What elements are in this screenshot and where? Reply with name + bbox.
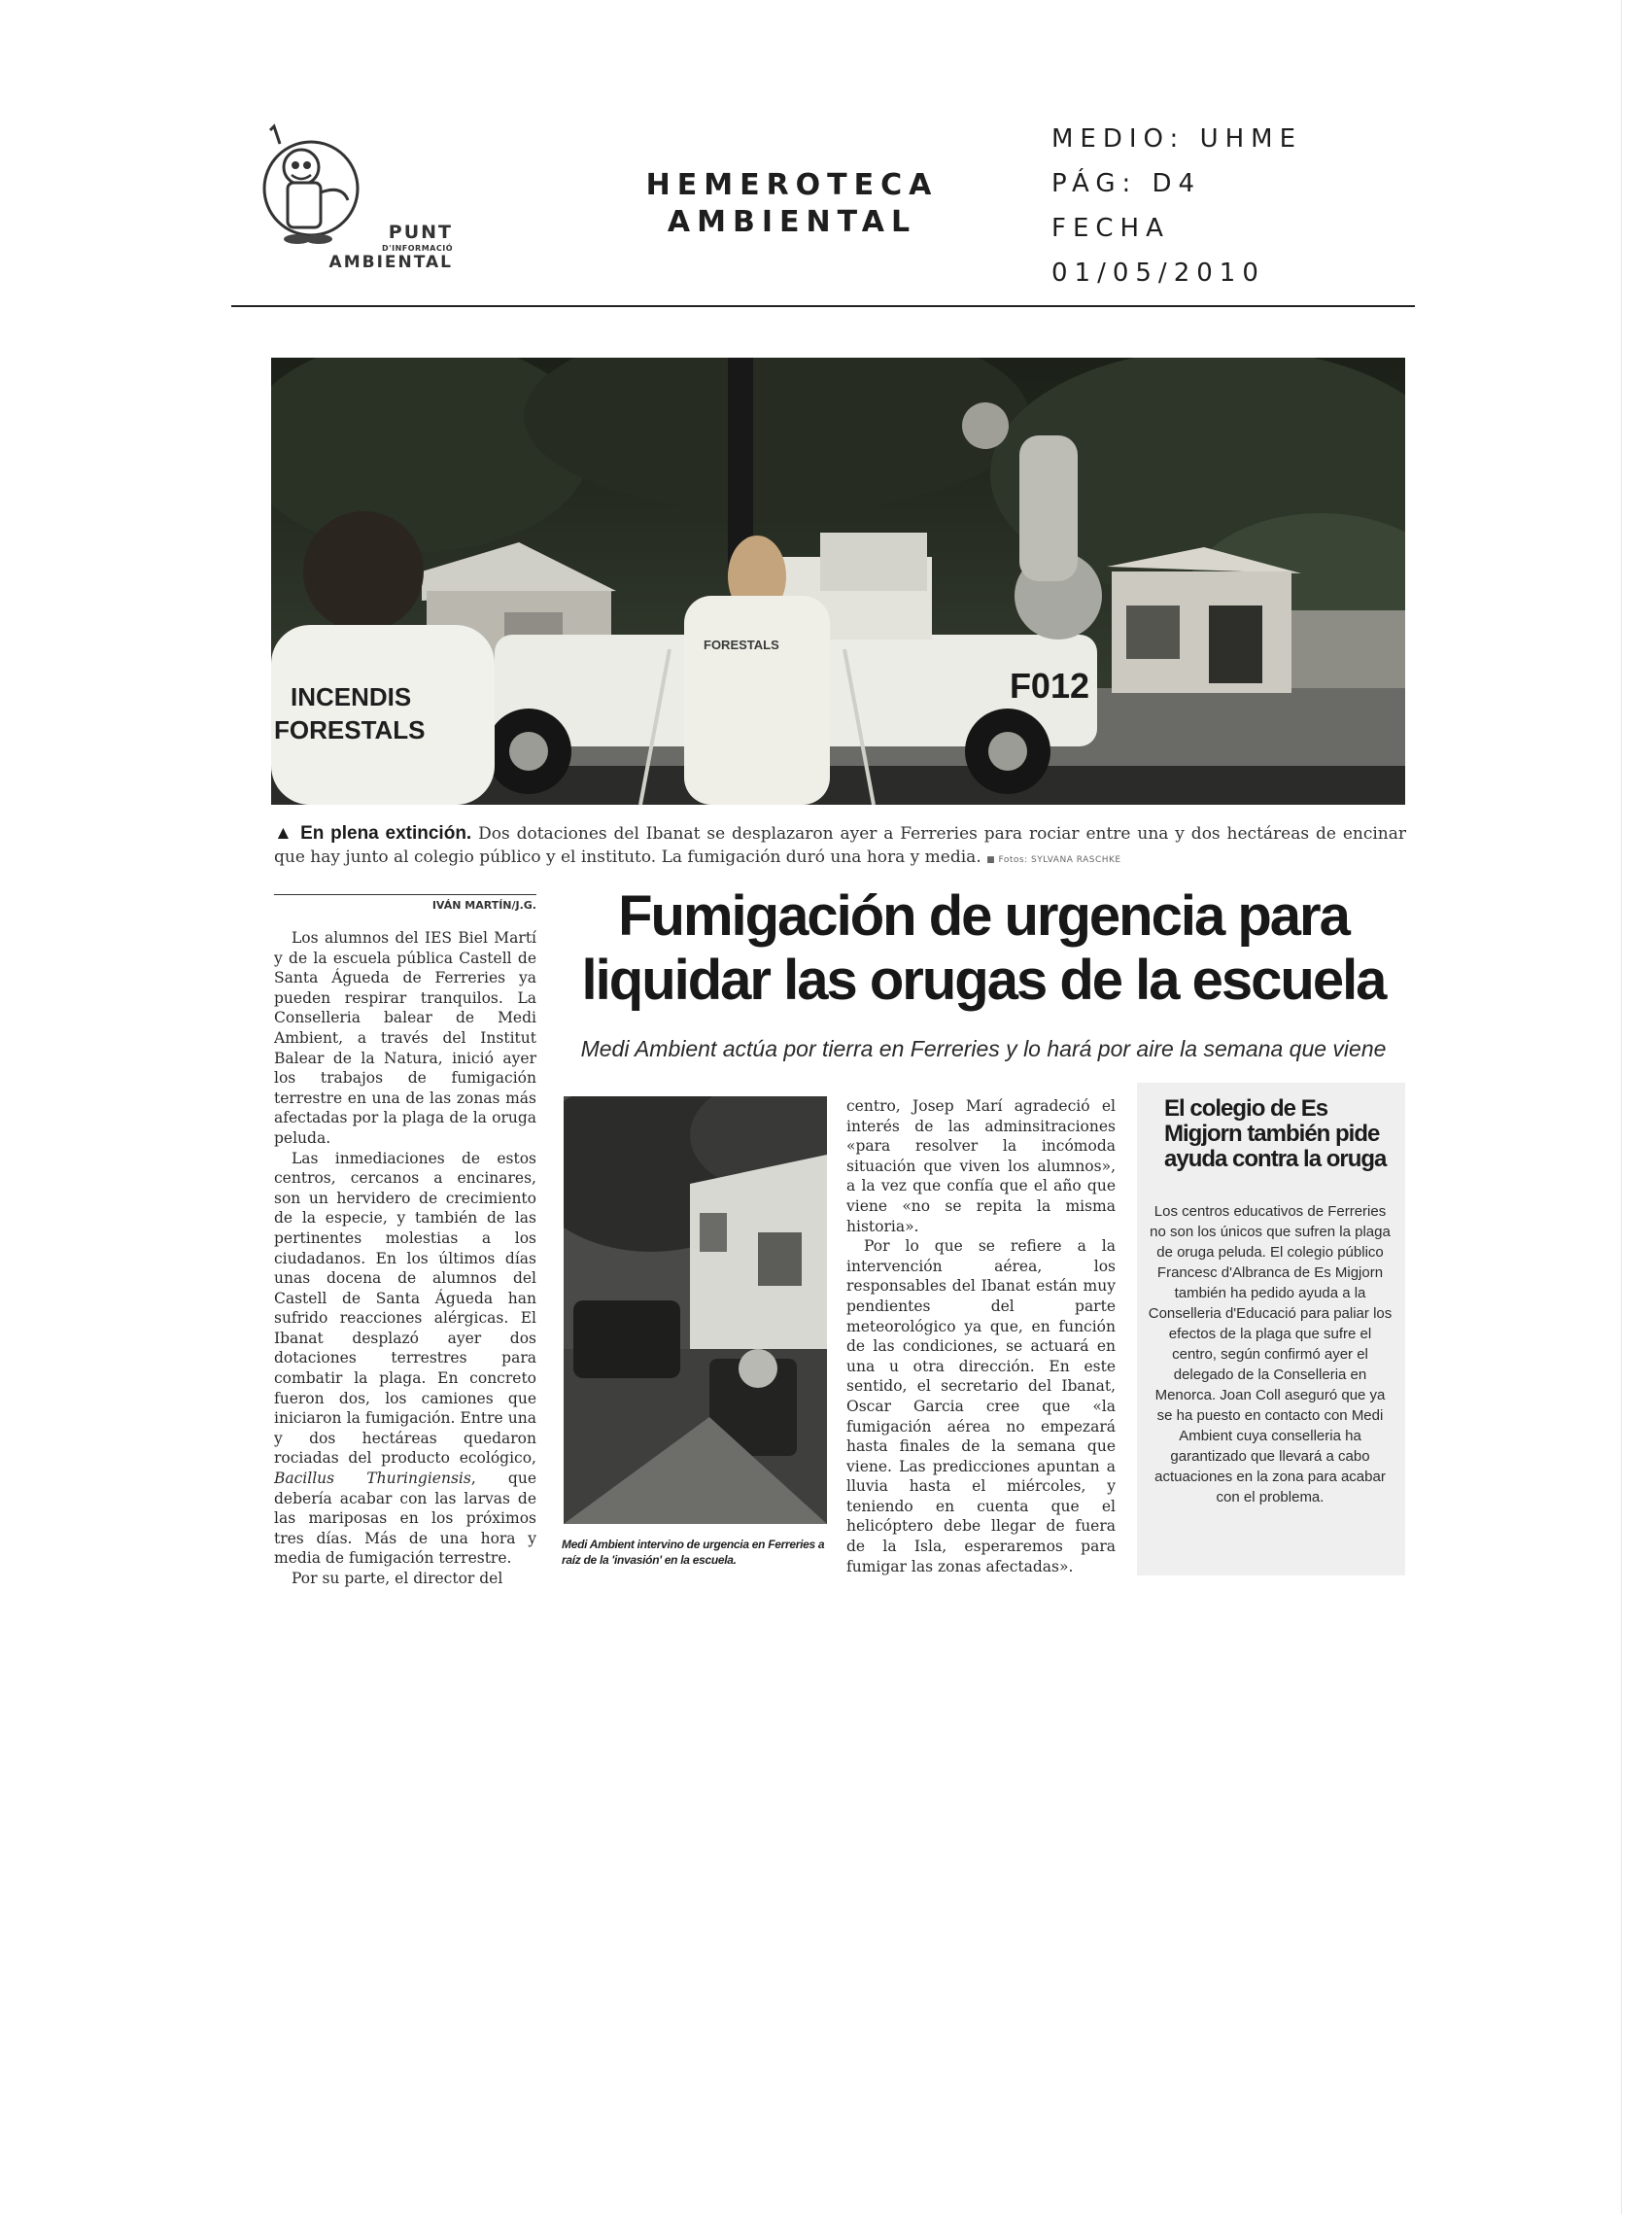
sidebar-body [1148,1201,1393,1507]
caption-lead: ▲ En plena extinción. [274,823,472,844]
column-1-paragraph-3: Por su parte, el director del [292,1570,503,1587]
fecha-label: FECHA [1051,214,1170,243]
school-building-photo [564,1096,827,1524]
school-photo [564,1096,827,1524]
truck-code: F012 [1009,666,1089,706]
column-3-paragraph-1: centro, Josep Marí agradeció el interés de las adminsitraciones «para resolver la incómoda situación que viven los alumnos», a la vez que confía que el año que viene «no se repita la misma historia». [846,1097,1116,1235]
school-photo-caption: Medi Ambient intervino de urgencia en Ferreries a raíz de la 'invasión' en la escuela. [562,1538,825,1567]
byline: IVÁN MARTÍN/J.G. [274,894,536,912]
scientific-name: Bacillus Thuringiensis [274,1470,471,1488]
column-1-paragraph-1: Los alumnos del IES Biel Martí y de la escuela pública Castell de Santa Águeda de Ferreries ya pueden respirar tranquilos. La Conselleria balear de Medi Ambient, a través del Institut Balear de la Natura, inició ayer los trabajos de fumigación terrestre en una de las zonas más afectadas por la plaga de la oruga peluda. [274,929,536,1147]
column-1-paragraph-2-start: Las inmediaciones de estos centros, cercanos a encinares, son un hervidero de crecimiento de la especie, y también de las pertinentes molestias a los ciudadanos. En los últimos días unas docena de alumnos del Castell de Santa Águeda han sufrido reacciones alérgicas. El Ibanat desplazó ayer dos dotaciones terrestres para combatir la plaga. En concreto fueron dos, los camiones que iniciaron la fumigación. Entre una y dos hectáreas quedaron rociadas del producto ecológico, [274,1149,536,1468]
photo-caption [274,822,1406,872]
shirt-text-line-2: FORESTALS [274,715,426,744]
fecha-value: 01/05/2010 [1051,259,1265,288]
headline-line-2: liquidar las orugas de la escuela [581,949,1386,1012]
logo-line-2: D'INFORMACIÓ [382,244,453,253]
scan-edge [1621,0,1622,2214]
column-1-paragraph-2-end: , que debería acabar con las larvas de las mariposas en los próximos tres días. Más de una hora y media de fumigación terrestre. [274,1470,537,1568]
logo-line-3: AMBIENTAL [328,253,453,272]
medio-field: MEDIO: UHME [1051,124,1303,154]
hemeroteca-title-line-2: AMBIENTAL [667,205,917,239]
headline-line-1: Fumigación de urgencia para [618,884,1349,948]
column-1-paragraph-2 [274,1149,536,1569]
sidebar-paragraph: Los centros educativos de Ferreries no son los únicos que sufren la plaga de oruga peluda. El colegio público Francesc d'Albranca de Es Migjorn también ha pedido ayuda a la Conselleria d'Educació para paliar los efectos de la plaga que sufre el centro, según confirmó ayer el delegado de la Conselleria en Menorca. Joan Coll aseguró que ya se ha puesto en contacto con Medi Ambient cuya conselleria ha garantizado que llevará a cabo actuaciones en la zona para acabar con el problema. [1148,1203,1393,1505]
column-3-paragraph-2: Por lo que se refiere a la intervención aérea, los responsables del Ibanat están muy pendientes del parte meteorológico ya que, en función de las condiciones, se actuará en una u otra dirección. En este sentido, el secretario del Ibanat, Oscar Garcia cree que «la fumigación aérea no empezará hasta finales de la semana que viene. Las predicciones apuntan a lluvia hasta el miércoles, y teniendo en cuenta que el helicóptero debe llegar de fuera de la Isla, esperaremos para fumigar las zonas afectadas». [846,1237,1116,1575]
pag-field: PÁG: D4 [1051,169,1202,198]
svg-text:FORESTALS: FORESTALS [704,638,779,652]
main-photo [271,358,1405,805]
hemeroteca-title [612,167,972,241]
sidebar-title: El colegio de Es Migjorn también pide ayuda contra la oruga [1164,1095,1387,1172]
caption-text: Dos dotaciones del Ibanat se desplazaron ayer a Ferreries para rociar entre una y dos hectáreas de encinar que hay junto al colegio público y el instituto. La fumigación duró una hora y media. [274,824,1407,867]
shirt-text-line-1: INCENDIS [291,682,412,711]
hemeroteca-title-line-1: HEMEROTECA [645,168,939,202]
photo-credit: ■ Fotos: SYLVANA RASCHKE [986,855,1121,865]
logo-line-1: PUNT [388,222,453,243]
fumigation-truck-photo [271,358,1405,805]
subheadline: Medi Ambient actúa por tierra en Ferreries y lo hará por aire la semana que viene [580,1036,1387,1061]
header-divider [231,305,1415,307]
headline [556,884,1411,1013]
logo-text [288,224,453,271]
article-column-3 [846,1096,1116,1576]
source-metadata [1051,117,1302,295]
article-column-1 [274,928,536,1589]
